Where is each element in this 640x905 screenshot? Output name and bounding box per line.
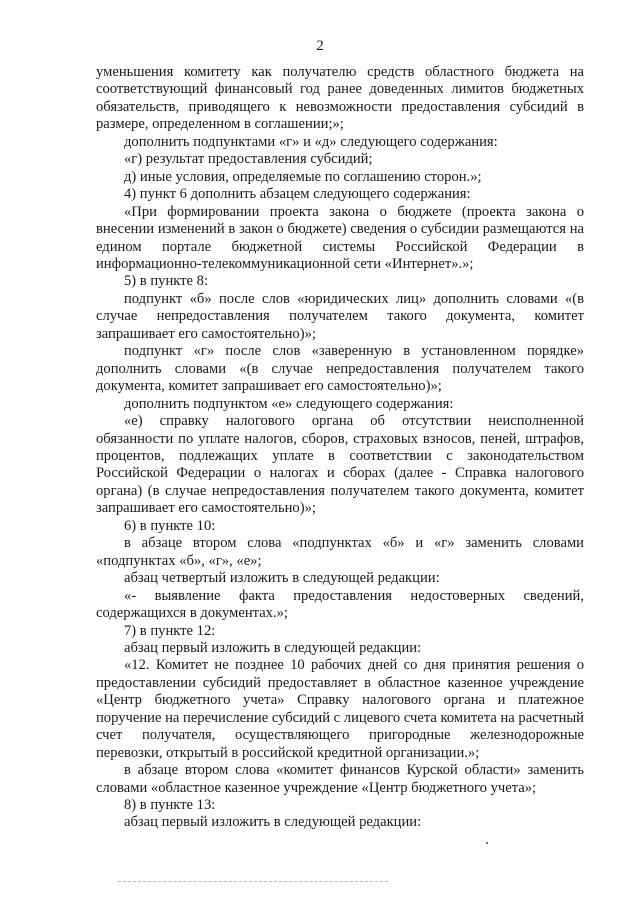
paragraph: абзац первый изложить в следующей редакции: (124, 639, 422, 656)
page-number: 2 (316, 38, 324, 54)
paragraph: 7) в пункте 12: (124, 622, 216, 639)
paragraph: 8) в пункте 13: (124, 797, 216, 814)
paragraph: уменьшения комитету как получателю средств областного бюджета на соответствующий финансовый год ранее доведенных лимитов бюджетных обязательств, приводящего к невозможности предоставления субсидий в размере, определенном в соглашении;»; (96, 64, 584, 133)
paragraph: «При формировании проекта закона о бюджете (проекта закона о внесении изменений в закон о бюджете) сведения о субсидии размещаются на едином портале бюджетной системы Российской Федерации в информационно-телекоммуникационной сети «Интернет».»; (96, 203, 584, 272)
document-body (96, 64, 584, 832)
paragraph: «г) результат предоставления субсидий; (124, 151, 373, 168)
paragraph: д) иные условия, определяемые по соглашению сторон.»; (124, 168, 482, 185)
paragraph: 4) пункт 6 дополнить абзацем следующего содержания: (124, 186, 471, 203)
paragraph: дополнить подпунктом «е» следующего содержания: (124, 395, 454, 412)
paragraph: «12. Комитет не позднее 10 рабочих дней со дня принятия решения о предоставлении субсидий предоставляет в областное казенное учреждение «Центр бюджетного учета» Справку налогового органа и платежное поручение на перечисление субсидий с лицевого счета комитета на расчетный счет получателя, осуществляющего пригородные железнодорожные перевозки, открытый в российской кредитной организации.»; (96, 657, 584, 761)
bottom-divider (118, 881, 388, 882)
paragraph: 5) в пункте 8: (124, 273, 209, 290)
paragraph: подпункт «г» после слов «заверенную в установленном порядке» дополнить словами «(в случае непредоставления получателем такого документа, комитет запрашивает его самостоятельно)»; (96, 343, 584, 395)
paragraph: абзац четвертый изложить в следующей редакции: (124, 570, 440, 587)
paragraph: подпункт «б» после слов «юридических лиц» дополнить словами «(в случае непредоставления получателем такого документа, комитет запрашивает его самостоятельно)»; (96, 290, 584, 342)
scan-speck (486, 842, 488, 844)
paragraph: в абзаце втором слова «комитет финансов Курской области» заменить словами «областное казенное учреждение «Центр бюджетного учета»; (96, 762, 584, 796)
paragraph: «- выявление факта предоставления недостоверных сведений, содержащихся в документах.»; (96, 587, 584, 622)
paragraph: абзац первый изложить в следующей редакции: (124, 814, 422, 831)
paragraph: дополнить подпунктами «г» и «д» следующего содержания: (124, 133, 498, 150)
paragraph: в абзаце втором слова «подпунктах «б» и «г» заменить словами «подпунктах «б», «г», «е»; (96, 535, 584, 569)
paragraph: «е) справку налогового органа об отсутствии неисполненной обязанности по уплате налогов, сборов, страховых взносов, пеней, штрафов, процентов, подлежащих уплате в соответствии с законодательством Российской Федерации о налогах и сборах (далее - Справка налогового органа) (в случае непредоставления получателем такого документа, комитет запрашивает его самостоятельно)»; (96, 413, 584, 517)
paragraph: 6) в пункте 10: (124, 517, 216, 534)
